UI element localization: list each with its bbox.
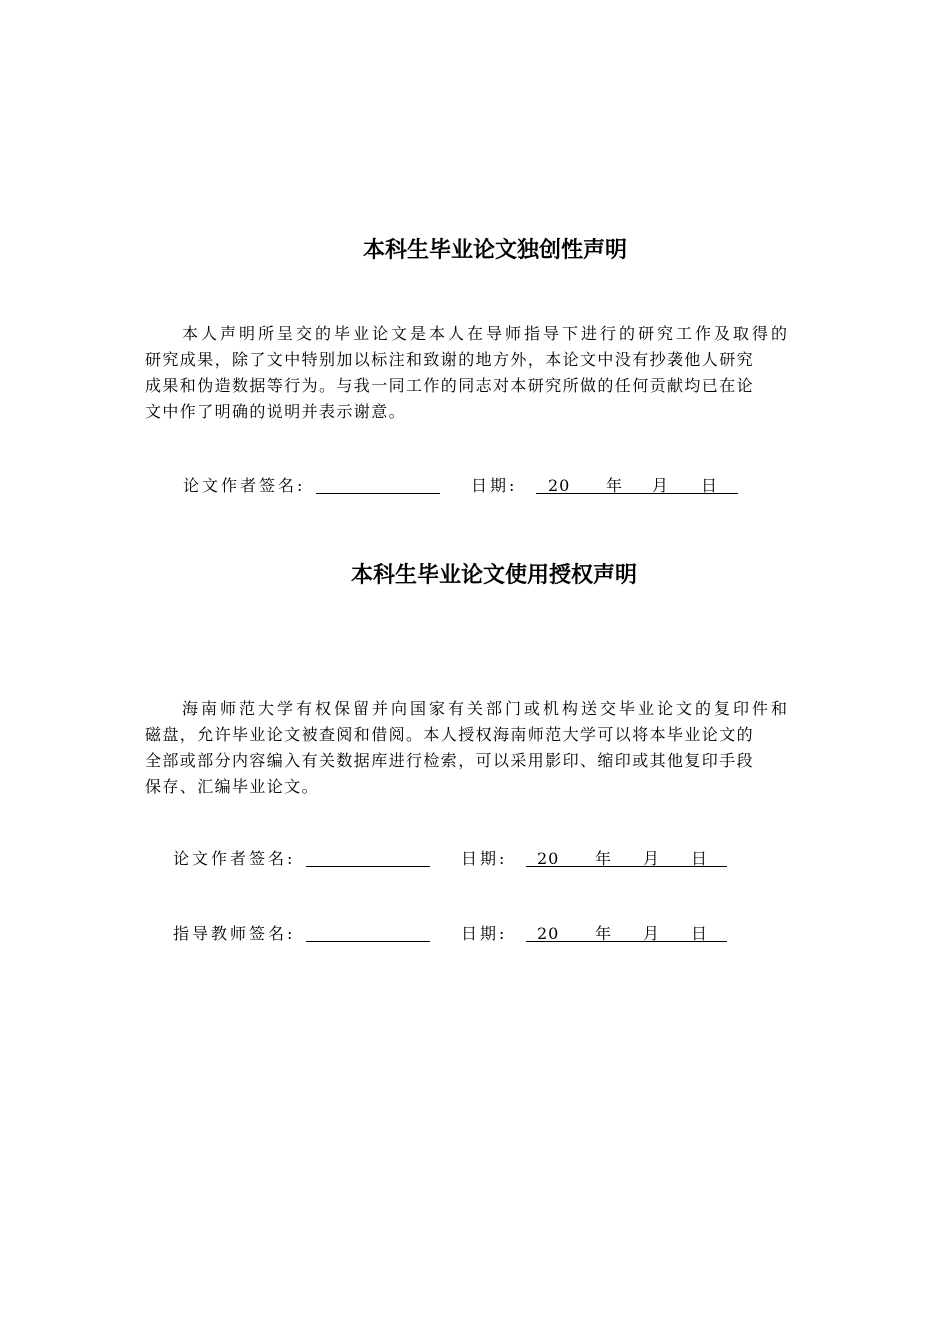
signature-label: 论文作者签名:	[183, 476, 306, 495]
author-signature-row	[173, 846, 773, 872]
date-year-unit: 年	[606, 476, 624, 495]
paragraph-line: 保存、汇编毕业论文。	[145, 777, 320, 796]
date-label: 日期:	[461, 849, 508, 868]
date-year: 20	[537, 849, 560, 868]
date-label: 日期:	[461, 924, 508, 943]
signature-label: 指导教师签名:	[173, 924, 296, 943]
date-day-unit: 日	[691, 849, 709, 868]
date-year-unit: 年	[595, 849, 613, 868]
date-label: 日期:	[471, 476, 518, 495]
paragraph-line: 磁盘，允许毕业论文被查阅和借阅。本人授权海南师范大学可以将本毕业论文的	[145, 725, 755, 744]
date-day-unit: 日	[691, 924, 709, 943]
paragraph-line: 成果和伪造数据等行为。与我一同工作的同志对本研究所做的任何贡献均已在论	[145, 376, 755, 395]
date-day-unit: 日	[701, 476, 719, 495]
originality-title: 本科生毕业论文独创性声明	[363, 238, 628, 263]
date-year: 20	[537, 924, 560, 943]
signature-blank[interactable]	[306, 866, 430, 867]
authorization-title: 本科生毕业论文使用授权声明	[351, 563, 638, 588]
paragraph-line: 本人声明所呈交的毕业论文是本人在导师指导下进行的研究工作及取得的	[182, 324, 791, 343]
paragraph-line: 文中作了明确的说明并表示谢意。	[145, 402, 407, 421]
originality-paragraph	[145, 321, 810, 425]
date-month-unit: 月	[643, 849, 661, 868]
date-month-unit: 月	[652, 476, 670, 495]
paragraph-line: 海南师范大学有权保留并向国家有关部门或机构送交毕业论文的复印件和	[182, 699, 791, 718]
originality-signature-row	[183, 473, 783, 499]
paragraph-line: 研究成果，除了文中特别加以标注和致谢的地方外，本论文中没有抄袭他人研究	[145, 350, 755, 369]
advisor-signature-row	[173, 921, 773, 947]
authorization-paragraph	[145, 696, 810, 800]
signature-label: 论文作者签名:	[173, 849, 296, 868]
paragraph-line: 全部或部分内容编入有关数据库进行检索，可以采用影印、缩印或其他复印手段	[145, 751, 755, 770]
signature-blank[interactable]	[306, 941, 430, 942]
date-year-unit: 年	[595, 924, 613, 943]
date-year: 20	[548, 476, 571, 495]
signature-blank[interactable]	[316, 493, 440, 494]
date-month-unit: 月	[643, 924, 661, 943]
